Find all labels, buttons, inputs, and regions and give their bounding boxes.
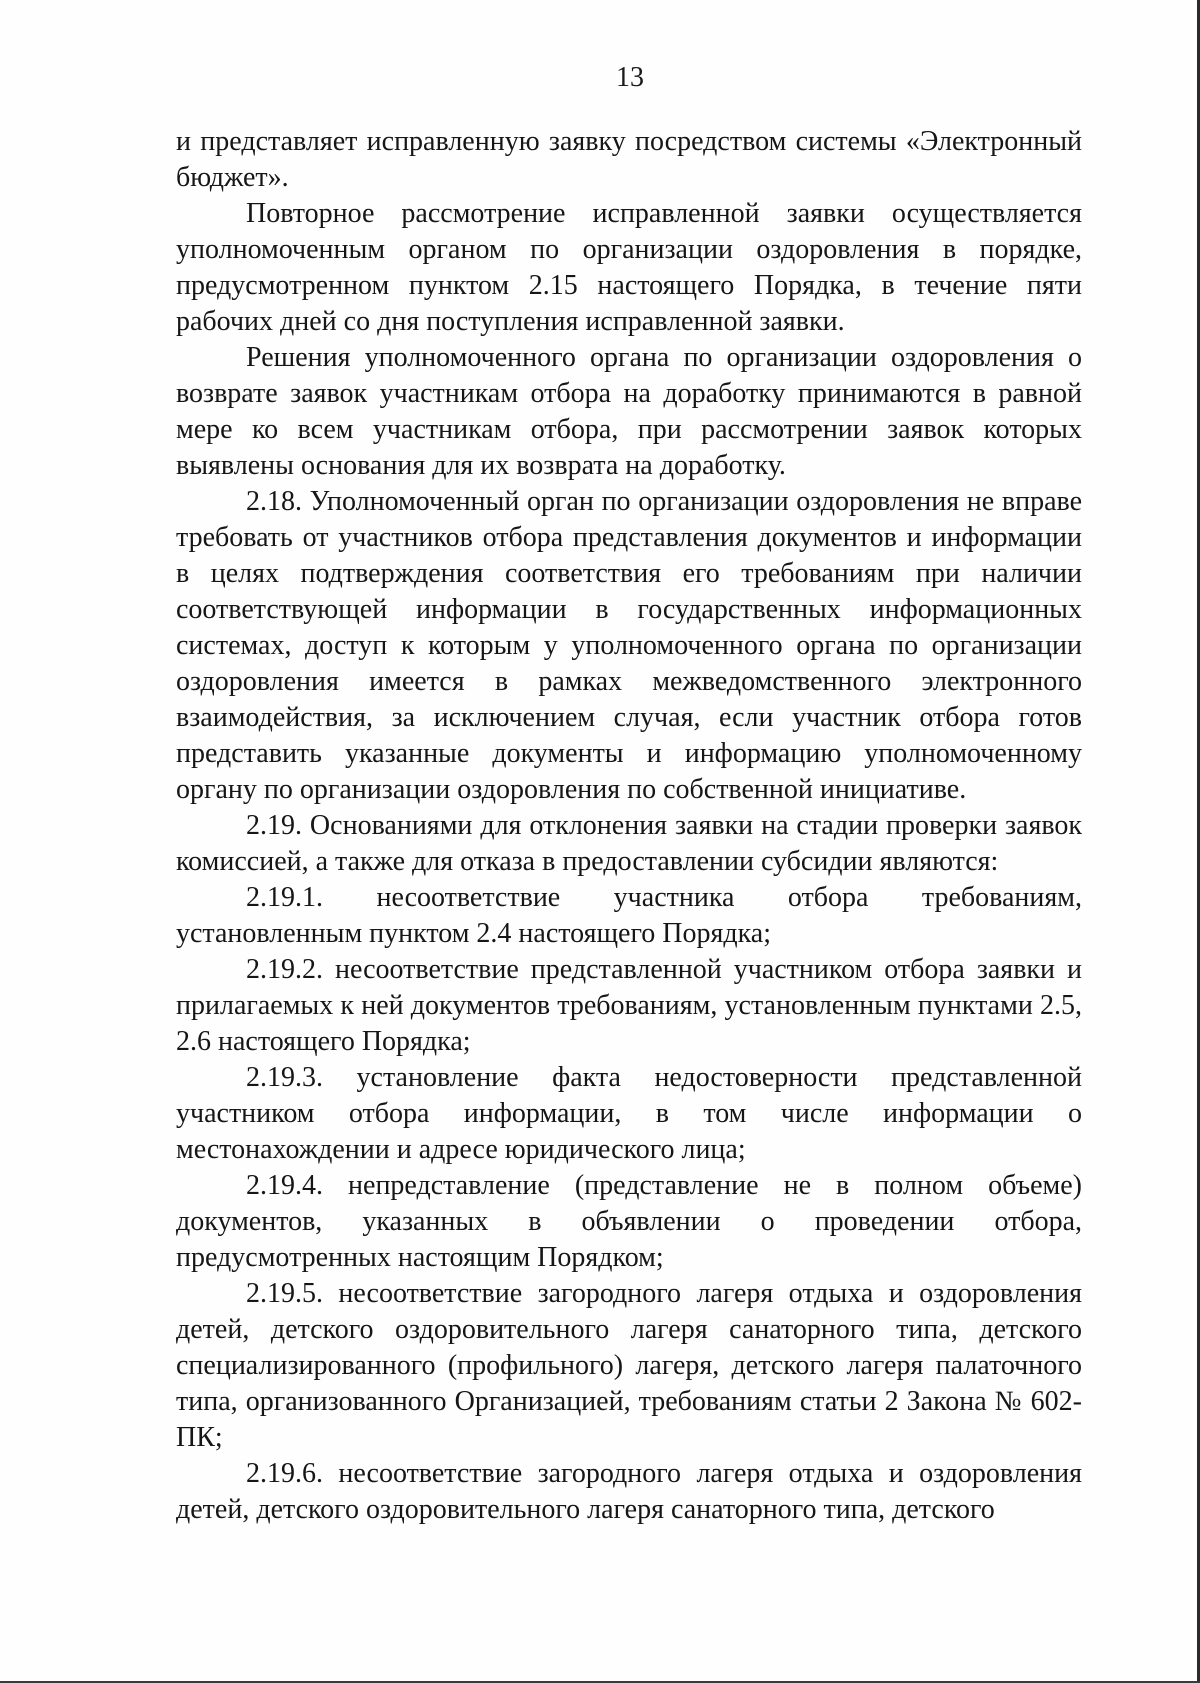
paragraph-2-19-2: 2.19.2. несоответствие представленной участником отбора заявки и прилагаемых к ней документов требованиям, установленным пунктами 2.5, 2.6 настоящего Порядка; [176, 954, 1082, 1057]
paragraph-2-19-6: 2.19.6. несоответствие загородного лагеря отдыха и оздоровления детей, детского оздоровительного лагеря санаторного типа, детского [176, 1458, 1082, 1525]
paragraph-2-19-5: 2.19.5. несоответствие загородного лагеря отдыха и оздоровления детей, детского оздоровительного лагеря санаторного типа, детского специализированного (профильного) лагеря, детского лагеря палаточного типа, организованного Организацией, требованиям статьи 2 Закона № 602-ПК; [176, 1278, 1082, 1453]
page-number: 13 [616, 62, 644, 93]
paragraph-return-decisions: Решения уполномоченного органа по организации оздоровления о возврате заявок участникам отбора на доработку принимаются в равной мере ко всем участникам отбора, при рассмотрении заявок которых выявлены основания для их возврата на доработку. [176, 342, 1082, 481]
document-body [176, 124, 1082, 1528]
paragraph-2-19: 2.19. Основаниями для отклонения заявки на стадии проверки заявок комиссией, а также для отказа в предоставлении субсидии являются: [176, 810, 1082, 877]
paragraph-2-18: 2.18. Уполномоченный орган по организации оздоровления не вправе требовать от участников отбора представления документов и информации в целях подтверждения соответствия его требованиям при наличии соответствующей информации в государственных информационных системах, доступ к которым у уполномоченного органа по организации оздоровления имеется в рамках межведомственного электронного взаимодействия, за исключением случая, если участник отбора готов представить указанные документы и информацию уполномоченному органу по организации оздоровления по собственной инициативе. [176, 486, 1082, 805]
paragraph-2-19-1: 2.19.1. несоответствие участника отбора требованиям, установленным пунктом 2.4 настоящего Порядка; [176, 882, 1082, 949]
paragraph-2-19-4: 2.19.4. непредставление (представление не в полном объеме) документов, указанных в объявлении о проведении отбора, предусмотренных настоящим Порядком; [176, 1170, 1082, 1273]
paragraph-repeat-review: Повторное рассмотрение исправленной заявки осуществляется уполномоченным органом по организации оздоровления в порядке, предусмотренном пунктом 2.15 настоящего Порядка, в течение пяти рабочих дней со дня поступления исправленной заявки. [176, 198, 1082, 337]
paragraph-continuation: и представляет исправленную заявку посредством системы «Электронный бюджет». [176, 126, 1082, 193]
paragraph-2-19-3: 2.19.3. установление факта недостоверности представленной участником отбора информации, в том числе информации о местонахождении и адресе юридического лица; [176, 1062, 1082, 1165]
